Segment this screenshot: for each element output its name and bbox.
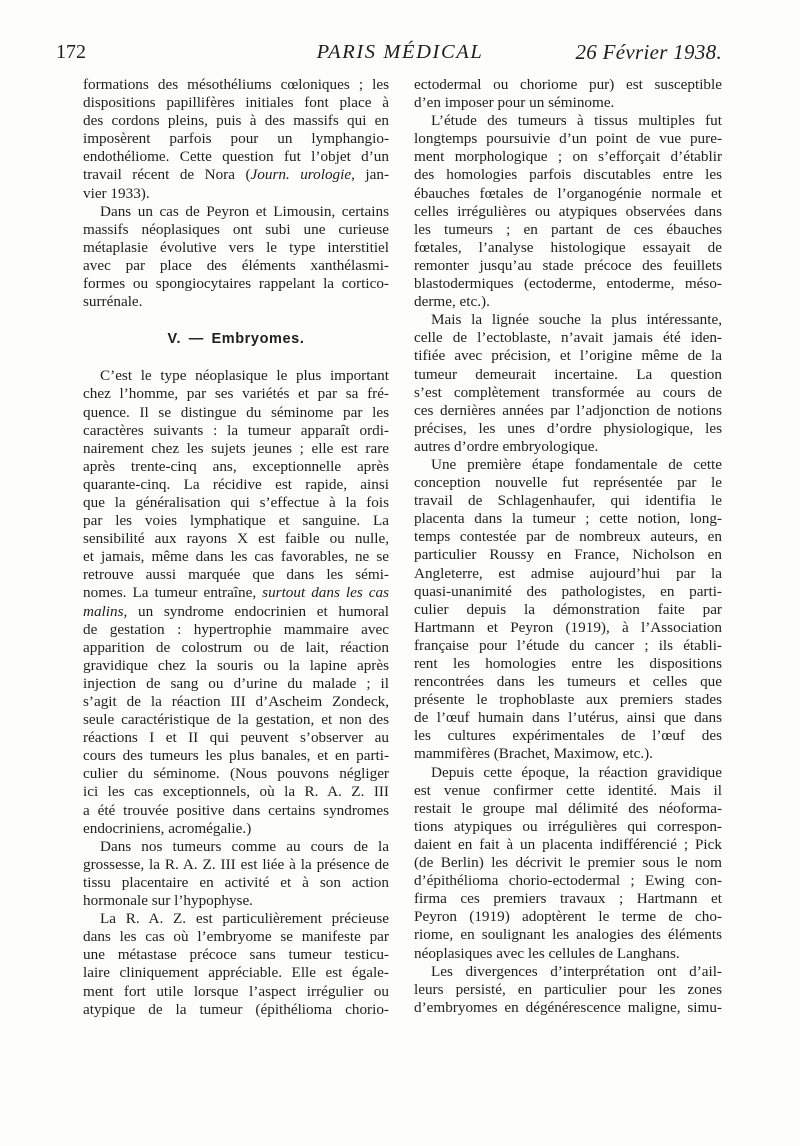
text-segment: , jan-	[351, 166, 389, 184]
text-line: mammifères (Brachet, Maximow, etc.).	[414, 745, 653, 763]
paragraph	[83, 838, 389, 910]
text-line: derme, etc.).	[414, 293, 490, 311]
text-line: surrénale.	[83, 293, 143, 311]
journal-title: PARIS MÉDICAL	[316, 41, 484, 63]
text-line: Une première étape fondamentale de cette	[431, 455, 722, 473]
text-line: réactions I et II qui peuvent s’observer au	[83, 729, 389, 747]
text-line: seule caractéristique de la gestation, et non des	[83, 711, 389, 729]
text-line: culier du séminome. (Nous pouvons négliger	[83, 765, 389, 783]
text-line: Dans nos tumeurs comme au cours de la	[100, 837, 389, 855]
text-line: s’agit de la réaction III d’Ascheim Zondeck,	[83, 693, 389, 710]
paragraph	[414, 112, 722, 311]
paragraph	[83, 76, 389, 203]
paragraph	[83, 910, 389, 1019]
text-line: restait le groupe mal délimité des néoforma-	[414, 799, 722, 817]
text-line: caractères suivants : la tumeur apparaît ordi-	[83, 421, 389, 439]
text-line: Les divergences d’interprétation ont d’ail-	[431, 962, 722, 980]
text-line: avec par place des éléments xanthélasmi-	[83, 256, 389, 274]
text-line: métaplasie évolutive vers le type interstitiel	[83, 238, 389, 256]
text-line: de gestation : hypertrophie mammaire avec	[83, 620, 389, 638]
paragraph	[414, 456, 722, 764]
text-line: chez l’homme, par ses variétés et par sa fré-	[83, 385, 389, 403]
text-line	[83, 603, 389, 621]
paragraph	[414, 764, 722, 963]
text-line: française pour l’étude du cancer ; ils établi-	[414, 636, 722, 654]
text-line	[83, 584, 389, 602]
text-line: vier 1933).	[83, 184, 150, 202]
section-heading: V. — Embryomes.	[167, 331, 305, 348]
text-line: quasi-unanimité des pathologistes, en parti-	[414, 582, 722, 600]
text-line: ces dernières années par l’adjonction de notions	[414, 401, 722, 419]
text-line: ici les cas exceptionnels, où la R. A. Z. III	[83, 783, 389, 801]
text-line: les cultures expérimentales de l’œuf des	[414, 727, 722, 745]
text-line: après trente-cinq ans, exceptionnelle après	[83, 457, 389, 475]
text-line: laire cliniquement appréciable. Elle est égale-	[83, 964, 389, 982]
text-line: celles irrégulières ou atypiques observées dans	[414, 202, 722, 220]
text-line: longtemps poursuivie d’un point de vue pure-	[414, 130, 722, 148]
text-line: d’en imposer pour un séminome.	[414, 94, 615, 112]
page-number: 172	[56, 41, 86, 63]
text-line: hormonale sur l’hypophyse.	[83, 892, 253, 910]
text-line: injection de sang ou d’urine du malade ; il	[83, 674, 389, 692]
text-line: cours des tumeurs les plus banales, et en parti-	[83, 747, 389, 765]
text-line: de l’œuf humain dans l’utérus, ainsi que dans	[414, 709, 722, 727]
text-line: une métastase précoce sans tumeur testicu-	[83, 946, 389, 964]
paragraph	[414, 76, 722, 112]
text-line: massifs néoplasiques ont subi une curieuse	[83, 220, 389, 238]
text-line: formes ou spongiocytaires rappelant la cortico-	[83, 275, 389, 293]
text-line: L’étude des tumeurs à tissus multiples fut	[431, 112, 722, 130]
text-line: que la généralisation qui s’effectue à la fois	[83, 493, 389, 511]
paragraph	[414, 311, 722, 456]
text-line: formations des mésothéliums cœloniques ; les	[83, 76, 389, 93]
text-line: d’épithélioma chorio-ectodermal ; Ewing con-	[414, 872, 722, 890]
text-segment: travail récent de Nora (	[83, 166, 251, 184]
italic-text: surtout dans les cas	[262, 584, 389, 602]
text-line: (de Berlin) les décrivit le premier sous le nom	[414, 854, 722, 872]
text-line: ectodermal ou choriome pur) est susceptible	[414, 76, 722, 93]
text-line: placenta dans la tumeur ; cette notion, long-	[414, 510, 722, 528]
text-line: autres d’ordre embryologique.	[414, 437, 599, 455]
text-line: culier depuis la démonstration faite par	[414, 600, 722, 618]
text-line: s’est complètement transformée au cours de	[414, 383, 722, 401]
text-line: dispositions papillifères initiales font place à	[83, 94, 389, 112]
text-line: endothéliome. Cette question fut l’objet d’un	[83, 148, 389, 166]
text-line: quence. Il se distingue du séminome par les	[83, 403, 389, 421]
text-line	[83, 166, 389, 184]
text-line: néoplasiques avec les cellules de Langhans.	[414, 944, 680, 962]
text-line: Peyron (1919) adoptèrent le terme de cho-	[414, 908, 722, 926]
text-line: remonter jusqu’au stade précoce des feuillets	[414, 256, 722, 274]
text-line: La R. A. Z. est particulièrement précieuse	[100, 910, 389, 928]
text-line: endocriniens, acromégalie.)	[83, 819, 252, 837]
italic-text: Journ. urologie	[250, 166, 352, 184]
italic-text: malins	[83, 602, 124, 620]
text-line: conception nouvelle fut représentée par le	[414, 474, 722, 492]
left-column	[83, 76, 389, 1019]
text-line: Depuis cette époque, la réaction gravidique	[431, 763, 722, 781]
right-column	[414, 76, 722, 1017]
text-line: fœtales, l’analyse histologique essayait de	[414, 238, 722, 256]
text-line: présente le trophoblaste aux premiers stades	[414, 691, 722, 709]
text-line: d’embryomes en dégénérescence maligne, simu-	[414, 998, 722, 1016]
text-line: par les voies lymphatique et sanguine. La	[83, 512, 389, 530]
text-line: tissu placentaire en activité et à son action	[83, 873, 389, 891]
text-line: tumeur demeurait incertaine. La question	[414, 365, 722, 383]
paragraph	[83, 203, 389, 312]
text-line: dans les cas où l’embryome se manifeste par	[83, 928, 389, 946]
text-line: leurs persisté, en particulier pour les zones	[414, 980, 722, 998]
text-line: travail de Schlagenhaufer, qui identifia le	[414, 492, 722, 510]
text-line: les tumeurs ; en partant de ces ébauches	[414, 220, 722, 238]
text-line: riome, en soulignant les analogies des éléments	[414, 926, 722, 944]
text-line: retrouve aussi marquée que dans les sémi-	[83, 566, 389, 584]
text-line: rent les homologies entre les dispositions	[414, 655, 722, 672]
text-line: tifiée avec précision, et l’origine même de la	[414, 347, 722, 365]
issue-date: 26 Février 1938.	[575, 40, 722, 64]
text-line: ment fort utile lorsque l’aspect irrégulier ou	[83, 982, 389, 1000]
text-line: ment morphologique ; on s’efforçait d’établir	[414, 148, 722, 166]
text-line: particulier Roussy en France, Nicholson en	[414, 546, 722, 564]
paragraph	[414, 963, 722, 1017]
text-line: Dans un cas de Peyron et Limousin, certains	[100, 202, 389, 220]
text-line: des homologies parfois discutables entre les	[414, 166, 722, 184]
text-line: quarante-cinq. La récidive est rapide, ainsi	[83, 475, 389, 493]
text-line: apparition de colostrum ou de lait, réaction	[83, 638, 389, 656]
text-line: a été trouvée positive dans certains syndromes	[83, 801, 389, 819]
text-line: rencontrées dans les tumeurs et celles que	[414, 673, 722, 691]
paragraph	[83, 367, 389, 837]
text-line: firma ces premiers travaux ; Hartmann et	[414, 890, 722, 908]
text-line: est venue confirmer cette identité. Mais il	[414, 781, 722, 799]
text-line: précises, les unes d’ordre physiologique, les	[414, 419, 722, 437]
text-line: atypique de la tumeur (épithélioma chorio-	[83, 1000, 389, 1018]
text-line: blastodermiques (ectoderme, entoderme, méso-	[414, 275, 722, 293]
text-line: Hartmann et Peyron (1919), à l’Association	[414, 618, 722, 636]
text-line: gravidique chez la souris ou la lapine après	[83, 656, 389, 674]
text-line: temps contestée par de nombreux auteurs, en	[414, 528, 722, 546]
text-line: des cordons pleins, puis à des massifs qui en	[83, 112, 389, 130]
text-line: nairement chez les sujets jeunes ; elle est rare	[83, 439, 389, 457]
text-line: imposèrent parfois pour un lymphangio-	[83, 130, 389, 148]
text-segment: , un syndrome endocrinien et humoral	[123, 602, 389, 620]
text-segment: nomes. La tumeur entraîne,	[83, 584, 263, 602]
text-line: C’est le type néoplasique le plus important	[100, 367, 389, 385]
text-line: Mais la lignée souche la plus intéressante,	[431, 311, 722, 329]
text-line: ébauches fœtales de l’organogénie normale et	[414, 184, 722, 202]
text-line: et jamais, même dans les cas favorables, ne se	[83, 548, 389, 566]
text-line: tions atypiques ou irrégulières qui correspon-	[414, 817, 722, 835]
text-line: Angleterre, est admise aujourd’hui par la	[414, 564, 722, 582]
text-line: celle de l’ectoblaste, n’avait jamais été iden-	[414, 329, 722, 347]
text-line: grossesse, la R. A. Z. III est liée à la présence de	[83, 855, 389, 873]
text-line: sensibilité aux rayons X est faible ou nulle,	[83, 530, 389, 548]
text-line: daient en fait à un placenta indifférencié ; Pick	[414, 835, 722, 853]
